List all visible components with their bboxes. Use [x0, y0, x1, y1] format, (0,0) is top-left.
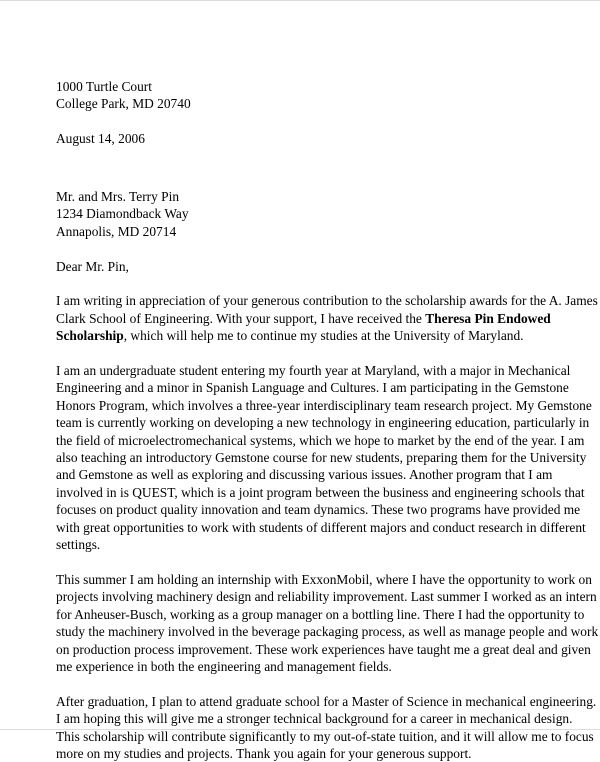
recipient-street: 1234 Diamondback Way: [56, 206, 189, 222]
paragraph-line: me experience in both the engineering and management fields.: [56, 658, 392, 674]
letter-date: August 14, 2006: [56, 131, 145, 147]
paragraph-line: study the machinery involved in the beverage packaging process, as well as manage people and work: [56, 624, 599, 640]
paragraph-line: with great opportunities to work with students of different majors and conduct research in different: [56, 519, 586, 535]
spacer: [56, 113, 556, 130]
paragraph-line: I am an undergraduate student entering my fourth year at Maryland, with a major in Mechanical: [56, 363, 571, 379]
sender-street: 1000 Turtle Court: [56, 79, 152, 94]
paragraph-line: After graduation, I plan to attend graduate school for a Master of Science in mechanical engineering.: [56, 693, 597, 709]
recipient-address: [56, 188, 556, 240]
scholarship-name-part1: Theresa Pin Endowed: [425, 310, 551, 326]
paragraph-line: and Gemstone as well as exploring and discussing various issues. Another program that I am: [56, 467, 553, 483]
sender-city: College Park, MD 20740: [56, 96, 191, 112]
paragraph-line: on production process improvement. These work experiences have taught me a great deal and given: [56, 641, 591, 657]
paragraph-line: [56, 327, 556, 344]
paragraph-line: Honors Program, which involves a three-year interdisciplinary team research project. My Gemstone: [56, 397, 592, 413]
paragraph-line: the field of microelectromechanical systems, which we hope to market by the end of the year. I am: [56, 432, 585, 448]
paragraph-line: This scholarship will contribute significantly to my out-of-state tuition, and it will allow me to focus: [56, 728, 594, 744]
recipient-name: Mr. and Mrs. Terry Pin: [56, 189, 180, 204]
paragraph-line: team is currently working on developing a new technology in engineering education, particularly in: [56, 415, 590, 431]
paragraph-line: [56, 310, 556, 327]
paragraph-line: more on my studies and projects. Thank you again for your generous support.: [56, 745, 472, 761]
paragraph-line: for Anheuser-Busch, working as a group manager on a bottling line. There I had the opportunity to: [56, 606, 585, 622]
letter-body: [56, 78, 599, 762]
spacer: [56, 171, 556, 188]
spacer: [56, 148, 556, 171]
paragraph-line: I am writing in appreciation of your generous contribution to the scholarship awards for the A. James: [56, 293, 598, 309]
spacer: [56, 240, 556, 257]
spacer: [56, 275, 556, 292]
spacer: [56, 345, 556, 362]
paragraph-text: , which will help me to continue my studies at the University of Maryland.: [123, 328, 524, 344]
spacer: [56, 553, 556, 570]
paragraph-line: I am hoping this will give me a stronger technical background for a career in mechanical design.: [56, 711, 573, 727]
spacer: [56, 675, 556, 692]
paragraph-line: projects involving machinery design and reliability improvement. Last summer I worked as an intern: [56, 589, 597, 605]
salutation: Dear Mr. Pin,: [56, 258, 129, 274]
paragraph-line: involved in is QUEST, which is a joint program between the business and engineering schools that: [56, 484, 585, 500]
paragraph-line: focuses on product quality innovation and team dynamics. These two programs have provided me: [56, 502, 581, 518]
scholarship-name-part2: Scholarship: [56, 328, 124, 344]
paragraph-line: This summer I am holding an internship with ExxonMobil, where I have the opportunity to work on: [56, 571, 592, 587]
paragraph-line: also teaching an introductory Gemstone course for new students, preparing them for the University: [56, 450, 587, 466]
paragraph-appreciation: [56, 292, 598, 344]
paragraph-background: [56, 362, 592, 553]
sender-address: [56, 78, 556, 113]
paragraph-line: Engineering and a minor in Spanish Language and Cultures. I am participating in the Gemstone: [56, 380, 569, 396]
paragraph-internships: [56, 571, 599, 675]
paragraph-line: settings.: [56, 537, 101, 553]
recipient-city: Annapolis, MD 20714: [56, 223, 177, 239]
paragraph-future-plans: [56, 693, 597, 762]
paragraph-text: Clark School of Engineering. With your support, I have received the: [56, 310, 426, 326]
